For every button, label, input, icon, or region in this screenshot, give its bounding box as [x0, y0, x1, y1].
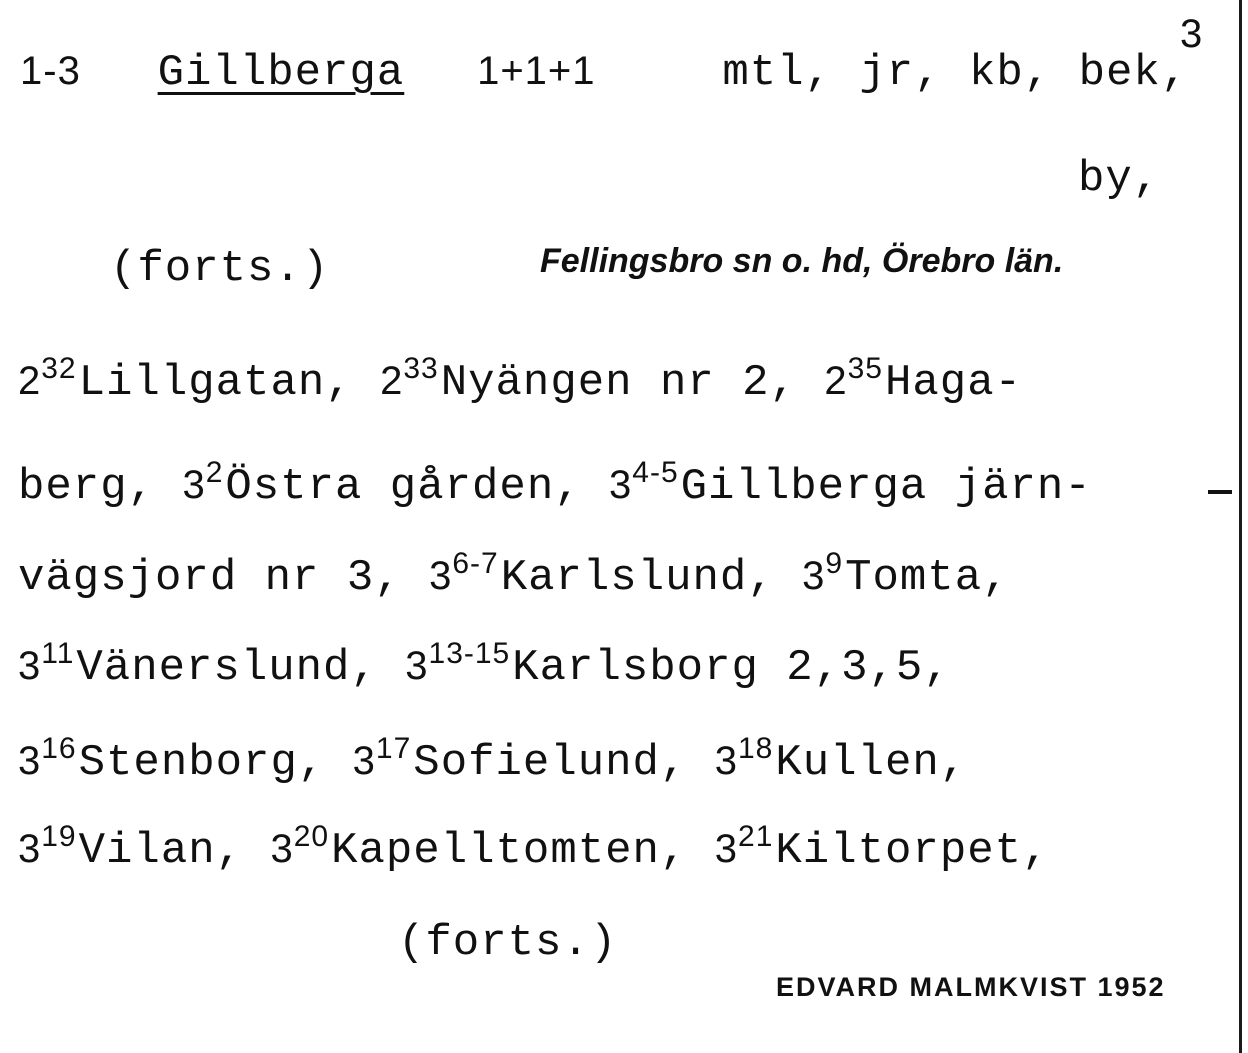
entry-text: berg, [18, 462, 183, 512]
entry-item [714, 820, 1050, 876]
entry-text: Karlsborg 2,3,5, [512, 643, 951, 693]
card-number: 3 [1180, 12, 1203, 56]
entry-text: Lillgatan, [78, 358, 381, 408]
header-range: 1-3 [20, 49, 81, 93]
entry-line [18, 352, 1023, 408]
entry-superscript: 4-5 [632, 456, 679, 489]
entry-text: Tomta, [845, 553, 1010, 603]
entry-line [18, 637, 951, 693]
entry-superscript: 35 [847, 352, 883, 385]
entry-line [18, 456, 1092, 512]
entry-text: Sofielund, [413, 738, 715, 788]
entry-base-number: 3 [802, 554, 826, 598]
header-place-name: Gillberga [157, 48, 405, 98]
entry-base-number: 3 [714, 739, 738, 783]
entry-superscript: 9 [825, 547, 844, 580]
entry-superscript: 2 [205, 456, 224, 489]
entry-item [18, 553, 429, 603]
entry-item [405, 637, 951, 693]
entry-superscript: 16 [41, 732, 77, 765]
entry-superscript: 6-7 [452, 547, 499, 580]
author-signature: EDVARD MALMKVIST 1952 [776, 972, 1166, 1002]
entry-item [824, 352, 1023, 408]
header-counts: 1+1+1 [477, 49, 596, 93]
entry-item [380, 352, 825, 408]
entry-superscript: 19 [41, 820, 77, 853]
entry-base-number: 3 [429, 554, 453, 598]
header-types: mtl, jr, kb, bek, [722, 48, 1189, 98]
entry-item [802, 547, 1010, 603]
entry-item [714, 732, 968, 788]
forts-bottom: (forts.) [398, 918, 618, 968]
entry-base-number: 2 [18, 359, 42, 403]
entry-text: Karlslund, [500, 553, 803, 603]
entry-text: Vänerslund, [76, 643, 406, 693]
entry-superscript: 11 [41, 637, 75, 670]
entry-text: Gillberga järn- [680, 462, 1092, 512]
entry-text: Nyängen nr 2, [440, 358, 825, 408]
entry-item [18, 462, 182, 512]
entry-item [609, 456, 1092, 512]
entry-item [429, 547, 803, 603]
entry-item [18, 637, 406, 693]
entry-line [18, 547, 1010, 603]
entry-base-number: 3 [270, 827, 294, 871]
entry-superscript: 17 [375, 732, 412, 765]
entry-text: Haga- [885, 358, 1023, 408]
entry-line [18, 732, 968, 788]
entry-item [352, 732, 715, 788]
entry-item [18, 352, 381, 408]
entry-base-number: 2 [824, 359, 848, 403]
location-line: Fellingsbro sn o. hd, Örebro län. [540, 242, 1064, 280]
entry-superscript: 18 [738, 732, 774, 765]
entry-line [18, 820, 1050, 876]
entry-text: Kullen, [775, 738, 968, 788]
entry-base-number: 3 [352, 739, 376, 783]
entry-base-number: 3 [609, 463, 633, 507]
forts-top: (forts.) [110, 244, 330, 294]
card-right-edge [1239, 0, 1242, 1053]
entry-text: Vilan, [78, 826, 271, 876]
entry-base-number: 3 [714, 827, 739, 871]
entry-superscript: 20 [293, 820, 330, 853]
entry-base-number: 3 [405, 644, 429, 688]
entry-text: Stenborg, [78, 738, 353, 788]
entry-item [18, 820, 271, 876]
entry-base-number: 3 [18, 644, 42, 688]
entry-base-number: 3 [18, 739, 42, 783]
entry-base-number: 3 [182, 463, 206, 507]
entry-superscript: 13-15 [428, 637, 511, 670]
header-types-continued: by, [1078, 154, 1161, 204]
entry-base-number: 3 [18, 827, 42, 871]
entry-text: Kiltorpet, [775, 826, 1050, 876]
entry-text: vägsjord nr 3, [18, 553, 430, 603]
entry-item [182, 456, 610, 512]
entry-text: Kapelltomten, [331, 826, 715, 876]
card-header-line [20, 48, 1188, 98]
entry-base-number: 2 [380, 359, 404, 403]
entry-item [270, 820, 715, 876]
entry-superscript: 21 [738, 820, 774, 853]
entry-superscript: 32 [41, 352, 77, 385]
entry-text: Östra gården, [225, 462, 610, 512]
margin-hyphen-mark [1208, 490, 1232, 494]
entry-superscript: 33 [403, 352, 439, 385]
entry-item [18, 732, 353, 788]
